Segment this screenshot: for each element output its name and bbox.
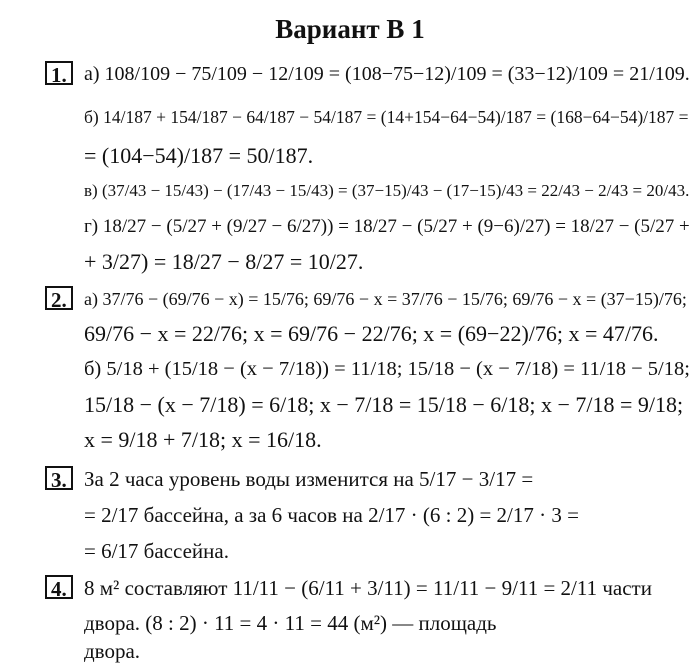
problem-2-line-2: 69/76 − x = 22/76; x = 69/76 − 22/76; x = (69−22)/76; x = 47/76. <box>84 321 659 346</box>
problem-number-1: 1. <box>45 61 73 85</box>
problem-3-line-2: = 2/17 бассейна, а за 6 часов на 2/17 · (6 : 2) = 2/17 · 3 = <box>84 503 579 527</box>
problem-3-line-1: За 2 часа уровень воды изменится на 5/17 − 3/17 = <box>84 467 534 491</box>
problem-3-line-3: = 6/17 бассейна. <box>84 539 229 563</box>
problem-number-3: 3. <box>45 466 73 490</box>
problem-1-line-2: б) 14/187 + 154/187 − 64/187 − 54/187 = (14+154−64−54)/187 = (168−64−54)/187 = <box>84 107 689 127</box>
problem-2-line-3: б) 5/18 + (15/18 − (x − 7/18)) = 11/18; 15/18 − (x − 7/18) = 11/18 − 5/18; <box>84 358 690 380</box>
problem-1-line-6: + 3/27) = 18/27 − 8/27 = 10/27. <box>84 249 364 274</box>
problem-1-line-5: г) 18/27 − (5/27 + (9/27 − 6/27)) = 18/27 − (5/27 + (9−6)/27) = 18/27 − (5/27 + <box>84 216 690 237</box>
page-title: Вариант В 1 <box>275 14 425 44</box>
problem-4-line-2: двора. (8 : 2) · 11 = 4 · 11 = 44 (м²) — площадь <box>84 611 497 635</box>
problem-2-line-4: 15/18 − (x − 7/18) = 6/18; x − 7/18 = 15/18 − 6/18; x − 7/18 = 9/18; <box>84 392 684 417</box>
problem-1-line-3: = (104−54)/187 = 50/187. <box>84 143 314 168</box>
problem-number-4: 4. <box>45 575 73 599</box>
problem-4-line-1: 8 м² составляют 11/11 − (6/11 + 3/11) = 11/11 − 9/11 = 2/11 части <box>84 576 652 600</box>
problem-4-line-3: двора. <box>84 639 141 663</box>
problem-2-line-5: x = 9/18 + 7/18; x = 16/18. <box>84 427 322 452</box>
problem-1-line-4: в) (37/43 − 15/43) − (17/43 − 15/43) = (37−15)/43 − (17−15)/43 = 22/43 − 2/43 = 20/43. <box>84 181 690 200</box>
problem-1-line-1: а) 108/109 − 75/109 − 12/109 = (108−75−12)/109 = (33−12)/109 = 21/109. <box>84 63 690 85</box>
problem-number-2: 2. <box>45 286 73 310</box>
problem-2-line-1: а) 37/76 − (69/76 − x) = 15/76; 69/76 − x = 37/76 − 15/76; 69/76 − x = (37−15)/76; <box>84 289 687 309</box>
